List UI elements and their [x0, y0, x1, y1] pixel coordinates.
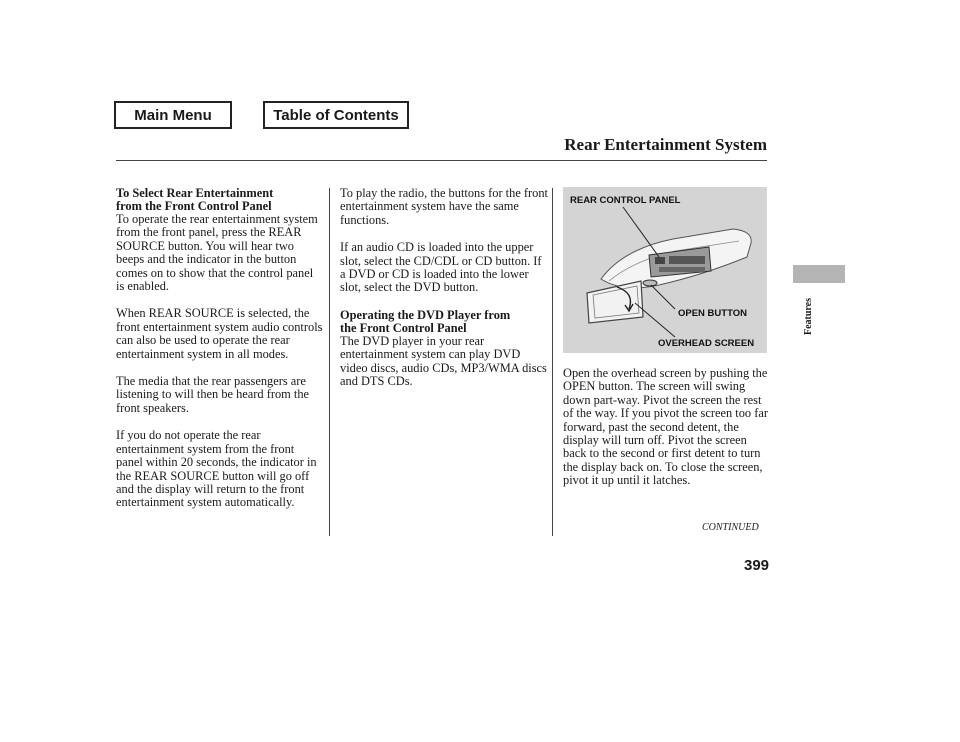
main-menu-button[interactable]: Main Menu: [114, 101, 232, 129]
paragraph: If an audio CD is loaded into the upper slot, select the CD/CDL or CD button. If a DVD or CD is loaded into the lower slot, select the DVD button.: [340, 240, 542, 295]
paragraph: The media that the rear passengers are listening to will then be heard from the front speakers.: [116, 374, 310, 415]
paragraph: Open the overhead screen by pushing the OPEN button. The screen will swing down part-way. Pivot the screen the rest of the way. If you pivot the screen too far forward, past the second detent, the display will turn off. Pivot the screen back to the second or first detent to turn the display back on. To close the screen, pivot it up until it latches.: [563, 366, 768, 488]
paragraph: When REAR SOURCE is selected, the front entertainment system audio controls can also be used to operate the rear entertainment system in all modes.: [116, 306, 323, 361]
column-divider: [329, 188, 330, 536]
section-heading-line-2: the Front Control Panel: [340, 320, 467, 335]
section-heading-line-1: To Select Rear Entertainment: [116, 186, 274, 200]
page-title: Rear Entertainment System: [564, 135, 767, 154]
paragraph: If you do not operate the rear entertainment system from the front panel within 20 seconds, the indicator in the REAR SOURCE button will go off and the display will return to the front entertainment system automatically.: [116, 428, 317, 510]
panel-button: [655, 257, 665, 264]
column-divider: [552, 188, 553, 536]
section-tab-marker: [793, 265, 845, 283]
section-heading-line-1: Operating the DVD Player from: [340, 307, 511, 322]
section-side-label: Features: [803, 298, 814, 336]
paragraph: The DVD player in your rear entertainment system can play DVD video discs, audio CDs, MP3/WMA discs and DTS CDs.: [340, 333, 547, 389]
column-2: [340, 187, 548, 402]
overhead-screen-figure: [563, 187, 767, 353]
column-1: [116, 187, 324, 524]
overhead-screen-label: OVERHEAD SCREEN: [658, 338, 755, 349]
column-3: [563, 367, 773, 502]
rear-control-panel-label: REAR CONTROL PANEL: [570, 195, 681, 206]
overhead-console-illustration: [563, 187, 767, 353]
header-rule: [116, 160, 767, 161]
paragraph: To play the radio, the buttons for the front entertainment system have the same functions.: [340, 186, 549, 227]
table-of-contents-button[interactable]: Table of Contents: [263, 101, 409, 129]
section-heading-line-2: from the Front Control Panel: [116, 199, 272, 213]
open-button-label: OPEN BUTTON: [678, 308, 747, 319]
page-number: 399: [744, 557, 770, 574]
continued-label: CONTINUED: [702, 522, 759, 533]
paragraph: To operate the rear entertainment system from the front panel, press the REAR SOURCE button. You will hear two beeps and the indicator in the button comes on to show that the control panel is enabled.: [116, 212, 318, 294]
